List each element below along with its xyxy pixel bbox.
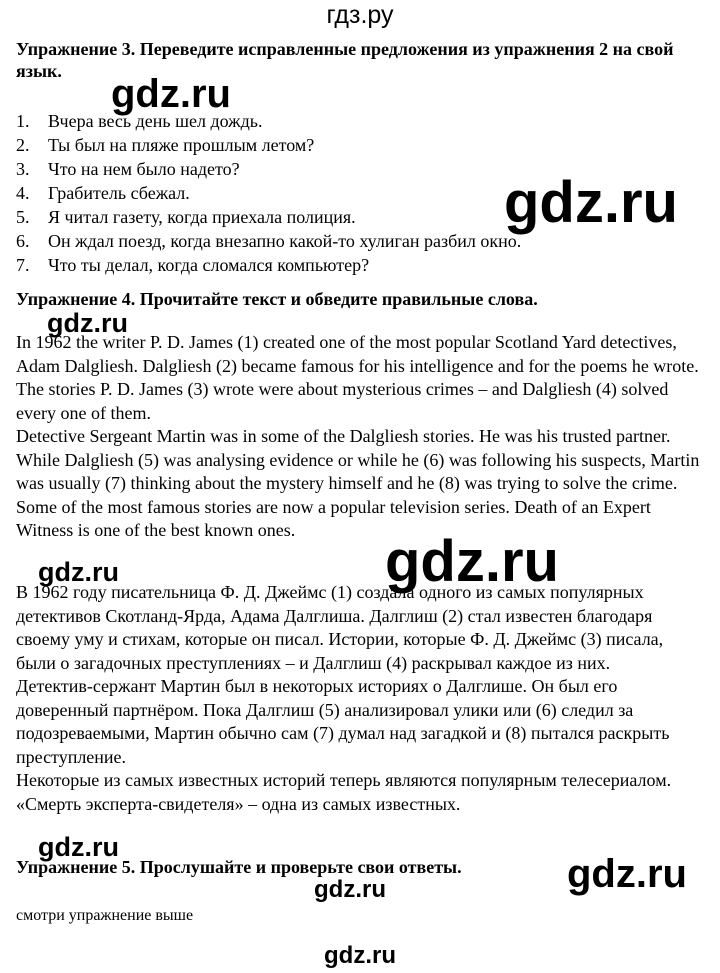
item-text: Что ты делал, когда сломался компьютер? <box>48 255 370 275</box>
watermark: gdz.ru <box>38 557 119 587</box>
item-number: 7. <box>16 255 30 275</box>
item-number: 2. <box>16 135 30 155</box>
english-paragraph-1: In 1962 the writer P. D. James (1) created one of the most popular Scotland Yard detectives, Adam Dalgliesh. Dalgliesh (2) became famous for his intelligence and for the poems he wrote. The stories P. D. James (3) wrote were about mysterious crimes – and Dalgliesh (4) solved every one of them. <box>16 332 699 423</box>
russian-paragraph-3: Некоторые из самых известных историй теперь являются популярным телесериалом. «Смерть эксперта-свидетеля» – одна из самых известных. <box>16 770 672 814</box>
exercise-3-title: Упражнение 3. Переведите исправленные предложения из упражнения 2 на свой язык. <box>16 39 674 81</box>
item-number: 3. <box>16 159 30 179</box>
item-number: 1. <box>16 111 30 131</box>
english-paragraph-2: Detective Sergeant Martin was in some of the Dalgliesh stories. He was his trusted partner. While Dalgliesh (5) was analysing evidence or while he (6) was following his suspects, Martin was usually (7) thinking about the mystery himself and he (8) was trying to solve the crime. <box>16 426 700 493</box>
english-paragraph-3: Some of the most famous stories are now a popular television series. Death of an Expert Witness is one of the best known ones. <box>16 496 651 540</box>
exercise-4 <box>16 288 706 310</box>
exercise-5-note: смотри упражнение выше <box>16 907 194 924</box>
watermark: gdz.ru <box>47 308 128 338</box>
exercise-5-title: Упражнение 5. Прослушайте и проверьте свои ответы. <box>16 857 462 877</box>
list-item <box>16 133 706 157</box>
exercise-4-title: Упражнение 4. Прочитайте текст и обведите правильные слова. <box>16 289 538 309</box>
item-text: Ты был на пляже прошлым летом? <box>48 135 315 155</box>
site-header: гдз.ру <box>326 1 394 29</box>
item-text: Грабитель сбежал. <box>48 183 190 203</box>
english-text <box>16 331 706 543</box>
watermark: gdz.ru <box>385 529 559 594</box>
item-number: 6. <box>16 231 30 251</box>
item-number: 5. <box>16 207 30 227</box>
item-text: Он ждал поезд, когда внезапно какой-то хулиган разбил окно. <box>48 231 522 251</box>
watermark: gdz.ru <box>567 852 687 896</box>
watermark: gdz.ru <box>314 876 386 903</box>
russian-paragraph-2: Детектив-сержант Мартин был в некоторых историях о Далглише. Он был его доверенный партнёром. Пока Далглиш (5) анализировал улики или (6) следил за подозреваемыми, Мартин обычно сам (7) думал над загадкой и (8) пытался раскрыть преступление. <box>16 676 670 767</box>
list-item <box>16 253 706 277</box>
watermark: gdz.ru <box>504 170 678 235</box>
item-text: Вчера весь день шел дождь. <box>48 111 263 131</box>
item-text: Я читал газету, когда приехала полиция. <box>48 207 356 227</box>
russian-paragraph-1: В 1962 году писательница Ф. Д. Джеймс (1) создала одного из самых популярных детективов Скотланд-Ярда, Адама Далглиша. Далглиш (2) стал известен благодаря своему уму и стихам, которые он писал. Истории, которые Ф. Д. Джеймс (3) писала, были о загадочных преступлениях – и Далглиш (4) раскрывал каждое из них. <box>16 582 664 673</box>
watermark: gdz.ru <box>324 942 396 969</box>
item-text: Что на нем было надето? <box>48 159 240 179</box>
item-number: 4. <box>16 183 30 203</box>
watermark: gdz.ru <box>111 72 231 116</box>
russian-text <box>16 581 706 816</box>
watermark: gdz.ru <box>38 832 119 862</box>
